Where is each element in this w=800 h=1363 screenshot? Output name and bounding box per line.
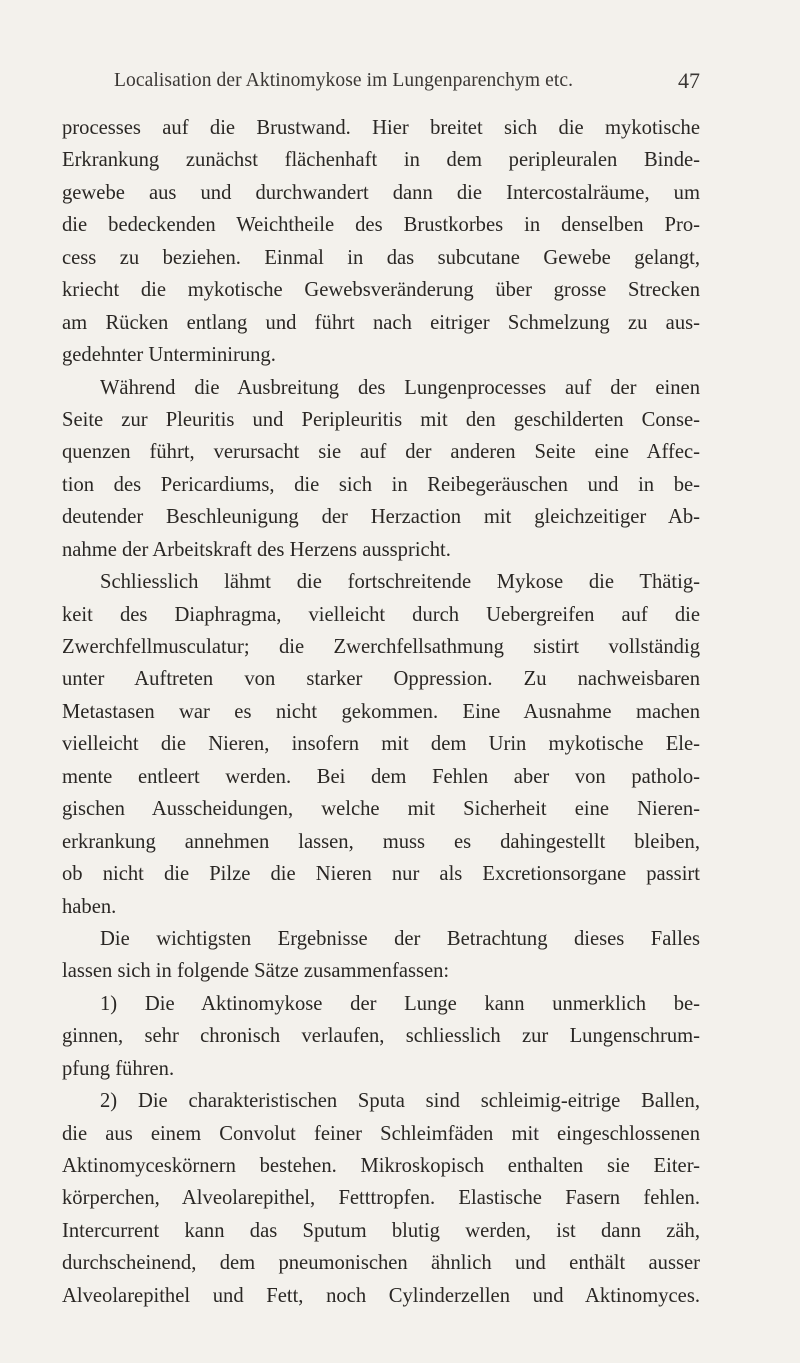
text-line: Seite zur Pleuritis und Peripleuritis mit den geschilderten Conse- — [62, 408, 700, 431]
text-line: Metastasen war es nicht gekommen. Eine Ausnahme machen — [62, 700, 700, 723]
text-line: nahme der Arbeitskraft des Herzens ausspricht. — [62, 538, 451, 561]
text-line: körperchen, Alveolarepithel, Fetttropfen. Elastische Fasern fehlen. — [62, 1187, 700, 1210]
text-line: gewebe aus und durchwandert dann die Intercostalräume, um — [62, 181, 700, 204]
text-line: am Rücken entlang und führt nach eitriger Schmelzung zu aus- — [62, 311, 700, 334]
text-line: deutender Beschleunigung der Herzaction mit gleichzeitiger Ab- — [62, 506, 700, 529]
text-line: Während die Ausbreitung des Lungenprocesses auf der einen — [100, 376, 700, 399]
text-line: ob nicht die Pilze die Nieren nur als Excretionsorgane passirt — [62, 863, 700, 886]
text-line: gedehnter Unterminirung. — [62, 344, 276, 367]
text-line: Aktinomyceskörnern bestehen. Mikroskopisch enthalten sie Eiter- — [62, 1155, 700, 1177]
text-line: tion des Pericardiums, die sich in Reibegeräuschen und in be- — [62, 473, 700, 496]
text-line: lassen sich in folgende Sätze zusammenfassen: — [62, 960, 450, 983]
text-line: gischen Ausscheidungen, welche mit Sicherheit eine Nieren- — [62, 798, 700, 821]
text-line: haben. — [62, 895, 117, 918]
text-line: unter Auftreten von starker Oppression. Zu nachweisbaren — [62, 668, 700, 691]
text-line: processes auf die Brustwand. Hier breitet sich die mykotische — [62, 117, 700, 139]
running-head — [114, 70, 700, 102]
running-title: Localisation der Aktinomykose im Lungenparenchym etc. — [114, 70, 574, 91]
text-line: Zwerchfellmusculatur; die Zwerchfellsathmung sistirt vollständig — [62, 636, 700, 658]
text-line: erkrankung annehmen lassen, muss es dahingestellt bleiben, — [62, 830, 700, 853]
text-line: pfung führen. — [62, 1057, 175, 1080]
text-line: quenzen führt, verursacht sie auf der anderen Seite eine Affec- — [62, 441, 700, 464]
body-text — [62, 112, 700, 1312]
text-line: mente entleert werden. Bei dem Fehlen aber von patholo- — [62, 765, 700, 788]
text-line: ginnen, sehr chronisch verlaufen, schliesslich zur Lungenschrum- — [62, 1025, 700, 1048]
text-line: Erkrankung zunächst flächenhaft in dem peripleuralen Binde- — [62, 149, 700, 172]
page-number: 47 — [678, 68, 700, 93]
text-line: die aus einem Convolut feiner Schleimfäden mit eingeschlossenen — [62, 1122, 700, 1145]
text-line: Die wichtigsten Ergebnisse der Betrachtung dieses Falles — [100, 927, 700, 950]
text-line: durchscheinend, dem pneumonischen ähnlich und enthält ausser — [62, 1252, 700, 1275]
text-line: keit des Diaphragma, vielleicht durch Uebergreifen auf die — [62, 603, 700, 626]
text-line: die bedeckenden Weichtheile des Brustkorbes in denselben Pro- — [62, 214, 700, 237]
text-line: cess zu beziehen. Einmal in das subcutane Gewebe gelangt, — [62, 246, 700, 269]
text-line: Intercurrent kann das Sputum blutig werden, ist dann zäh, — [62, 1219, 700, 1242]
text-line: Schliesslich lähmt die fortschreitende Mykose die Thätig- — [100, 571, 700, 594]
text-line: 1) Die Aktinomykose der Lunge kann unmerklich be- — [100, 992, 700, 1015]
text-line: Alveolarepithel und Fett, noch Cylinderzellen und Aktinomyces. — [62, 1284, 700, 1307]
text-line: 2) Die charakteristischen Sputa sind schleimig-eitrige Ballen, — [100, 1090, 700, 1113]
text-line: kriecht die mykotische Gewebsveränderung über grosse Strecken — [62, 279, 700, 302]
text-line: vielleicht die Nieren, insofern mit dem Urin mykotische Ele- — [62, 733, 700, 756]
